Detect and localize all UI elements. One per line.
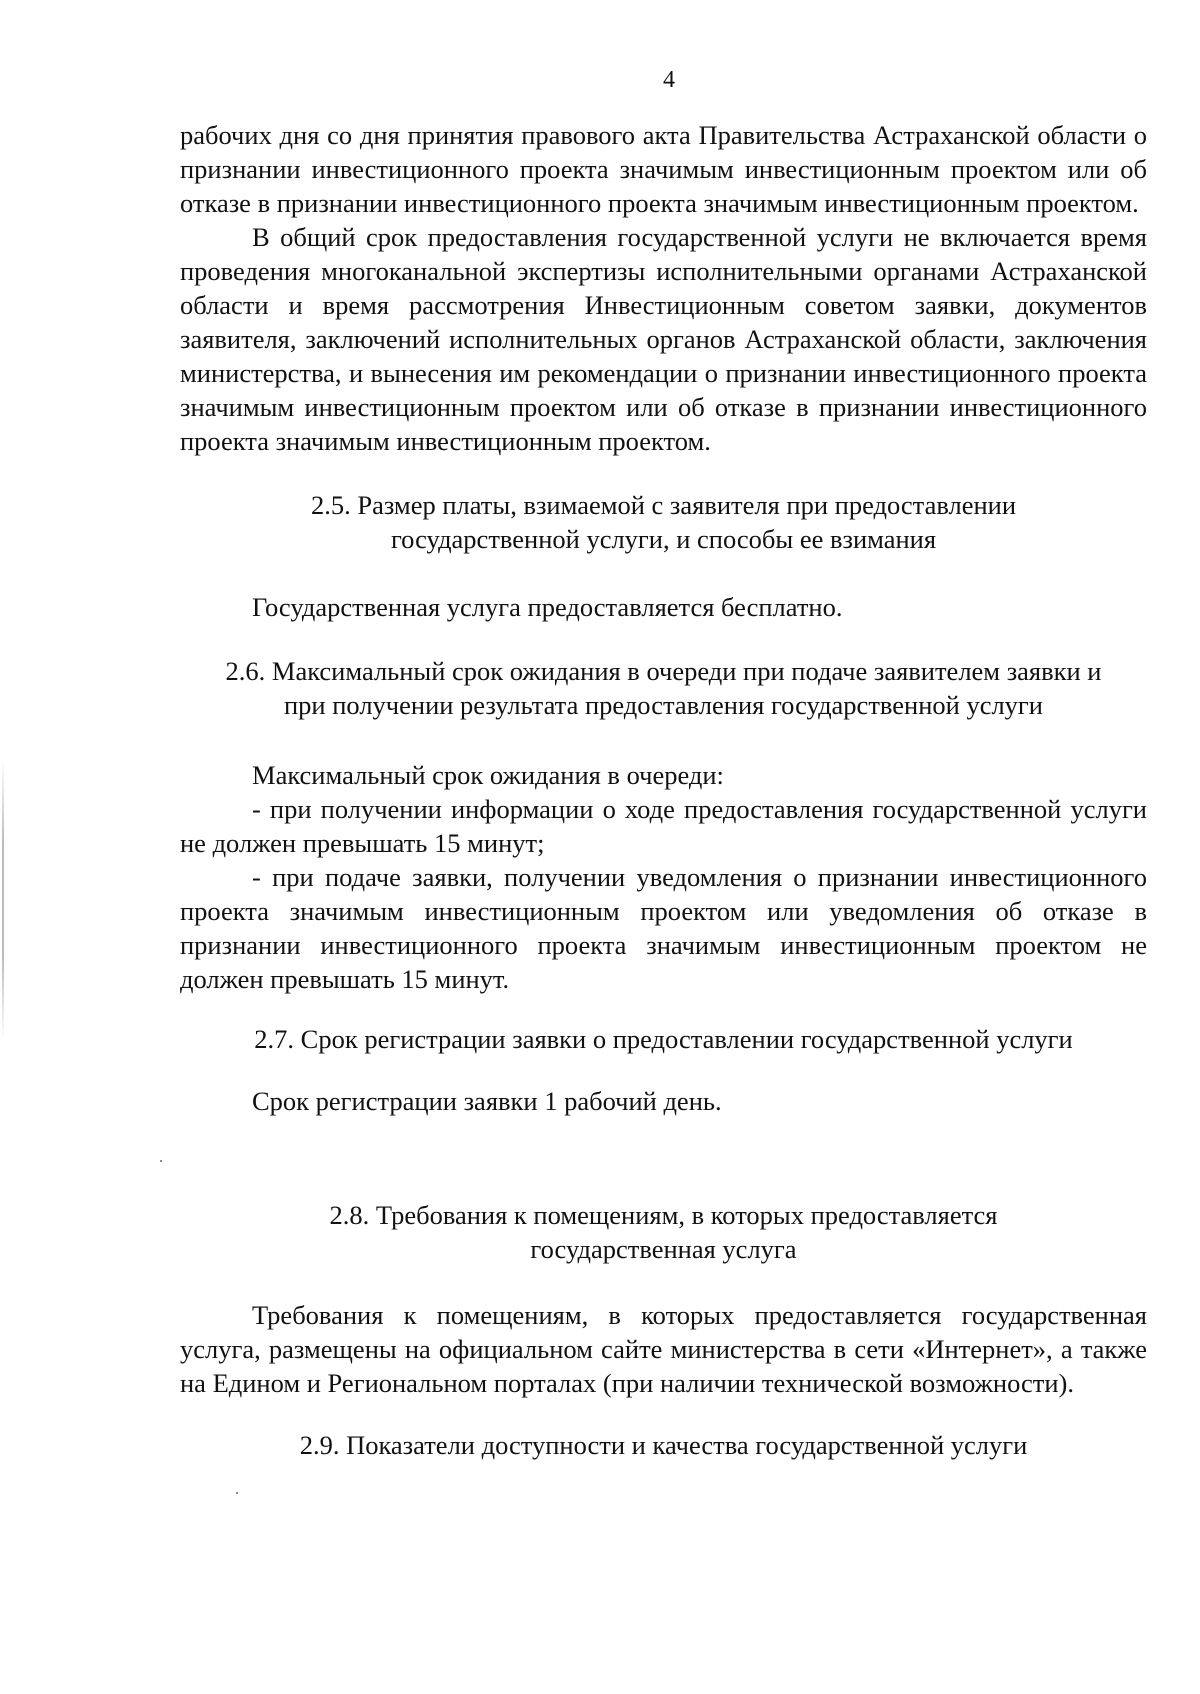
heading-line: 2.5. Размер платы, взимаемой с заявителя при предоставлении <box>310 490 1017 520</box>
paragraph-free-service: Государственная услуга предоставляется бесплатно. <box>252 592 843 622</box>
scan-speck <box>236 1492 238 1494</box>
heading-line: государственная услуга <box>530 1234 797 1264</box>
heading-line: государственной услуги, и способы ее взимания <box>390 524 937 554</box>
section-heading-2-7: 2.7. Срок регистрации заявки о предоставлении государственной услуги <box>254 1024 1073 1054</box>
section-heading-2-6 <box>180 654 1147 722</box>
section-heading-2-8 <box>180 1198 1147 1266</box>
document-body <box>180 118 1147 1462</box>
heading-line: 2.6. Максимальный срок ожидания в очереди при подаче заявителем заявки и <box>225 656 1102 686</box>
paragraph-queue-intro: Максимальный срок ожидания в очереди: <box>252 760 724 790</box>
heading-line: при получении результата предоставления государственной услуги <box>284 690 1043 720</box>
paragraph-service-term: В общий срок предоставления государственной услуги не включается время проведения многоканальной экспертизы исполнительными органами Астраханской области и время рассмотрения Инвестиционным советом заявки, документов заявителя, заключений исполнительных органов Астраханской области, заключения министерства, и вынесения им рекомендации о признании инвестиционного проекта значимым инвестиционным проектом или об отказе в признании инвестиционного проекта значимым инвестиционным проектом. <box>180 222 1147 456</box>
scan-speck <box>160 1160 162 1162</box>
scan-edge-shadow <box>2 760 4 1040</box>
paragraph-queue-item-1: - при получении информации о ходе предоставления государственной услуги не должен превышать 15 минут; <box>180 794 1147 858</box>
paragraph-premises-requirements: Требования к помещениям, в которых предоставляется государственная услуга, размещены на официальном сайте министерства в сети «Интернет», а также на Едином и Региональном порталах (при наличии технической возможности). <box>180 1300 1147 1398</box>
page-number: 4 <box>663 67 675 93</box>
paragraph-continuation: рабочих дня со дня принятия правового акта Правительства Астраханской области о признании инвестиционного проекта значимым инвестиционным проектом или об отказе в признании инвестиционного проекта значимым инвестиционным проектом. <box>180 120 1147 218</box>
paragraph-registration-term: Срок регистрации заявки 1 рабочий день. <box>252 1086 722 1116</box>
paragraph-queue-item-2: - при подаче заявки, получении уведомления о признании инвестиционного проекта значимым инвестиционным проектом или уведомления об отказе в признании инвестиционного проекта значимым инвестиционным проектом не должен превышать 15 минут. <box>180 862 1147 994</box>
section-heading-2-5 <box>180 488 1147 556</box>
section-heading-2-9: 2.9. Показатели доступности и качества государственной услуги <box>299 1430 1028 1460</box>
heading-line: 2.8. Требования к помещениям, в которых предоставляется <box>329 1200 998 1230</box>
